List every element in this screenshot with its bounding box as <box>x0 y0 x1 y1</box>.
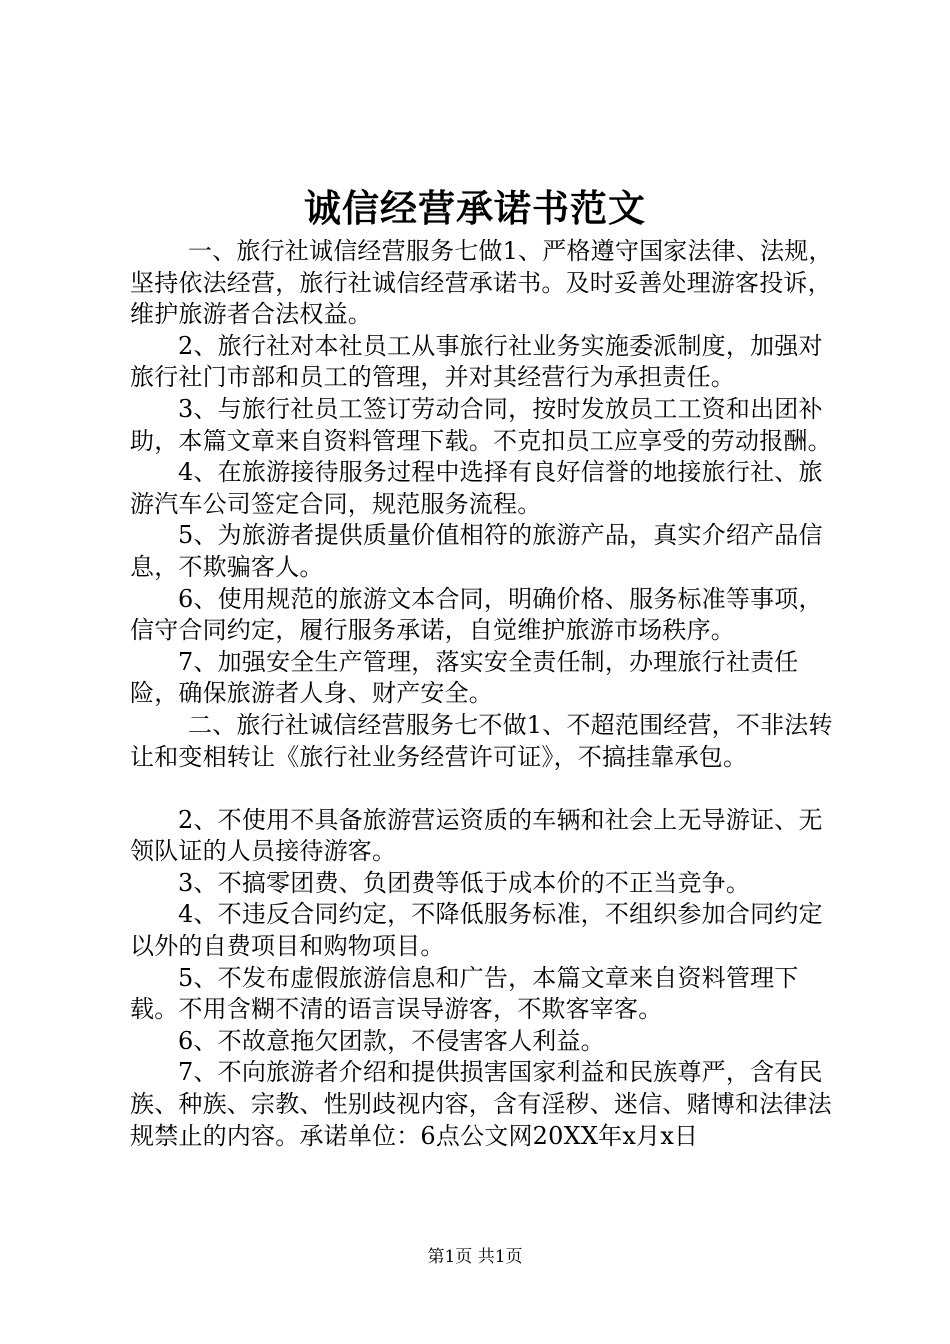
paragraph-section-1-item-5: 5、为旅游者提供质量价值相符的旅游产品，真实介绍产品信息，不欺骗客人。 <box>130 521 823 581</box>
document-title: 诚信经营承诺书范文 <box>304 186 646 230</box>
paragraph-section-1-item-1: 一、旅行社诚信经营服务七做1、严格遵守国家法律、法规，坚持依法经营，旅行社诚信经营承诺书。及时妥善处理游客投诉，维护旅游者合法权益。 <box>130 237 833 329</box>
paragraph-section-1-item-6: 6、使用规范的旅游文本合同，明确价格、服务标准等事项，信守合同约定，履行服务承诺，自觉维护旅游市场秩序。 <box>130 584 823 645</box>
paragraph-section-1-item-2: 2、旅行社对本社员工从事旅行社业务实施委派制度，加强对旅行社门市部和员工的管理，并对其经营行为承担责任。 <box>130 331 823 392</box>
paragraph-section-2-item-2: 2、不使用不具备旅游营运资质的车辆和社会上无导游证、无领队证的人员接待游客。 <box>130 805 823 866</box>
paragraph-section-1-item-3: 3、与旅行社员工签订劳动合同，按时发放员工工资和出团补助，本篇文章来自资料管理下载。不克扣员工应享受的劳动报酬。 <box>130 394 832 455</box>
paragraph-section-2-item-1: 二、旅行社诚信经营服务七不做1、不超范围经营，不非法转让和变相转让《旅行社业务经营许可证》，不搞挂靠承包。 <box>130 710 833 771</box>
paragraph-section-1-item-4: 4、在旅游接待服务过程中选择有良好信誉的地接旅行社、旅游汽车公司签定合同，规范服务流程。 <box>130 458 823 518</box>
document-body <box>130 236 836 1152</box>
paragraph-section-2-item-3: 3、不搞零团费、负团费等低于成本价的不正当竞争。 <box>178 868 751 897</box>
paragraph-section-2-item-7: 7、不向旅游者介绍和提供损害国家利益和民族尊严，含有民族、种族、宗教、性别歧视内容，含有淫秽、迷信、赌博和法律法规禁止的内容。承诺单位：6点公文网20XX年x月x日 <box>130 1058 832 1150</box>
paragraph-section-1-item-7: 7、加强安全生产管理，落实安全责任制，办理旅行社责任险，确保旅游者人身、财产安全。 <box>130 647 799 708</box>
paragraph-section-2-item-5: 5、不发布虚假旅游信息和广告，本篇文章来自资料管理下载。不用含糊不清的语言误导游客，不欺客宰客。 <box>130 963 799 1024</box>
paragraph-section-2-item-4: 4、不违反合同约定，不降低服务标准，不组织参加合同约定以外的自费项目和购物项目。 <box>130 900 823 961</box>
paragraph-section-2-item-6: 6、不故意拖欠团款，不侵害客人利益。 <box>178 1026 605 1055</box>
page-number-footer: 第1页 共1页 <box>427 1247 523 1267</box>
